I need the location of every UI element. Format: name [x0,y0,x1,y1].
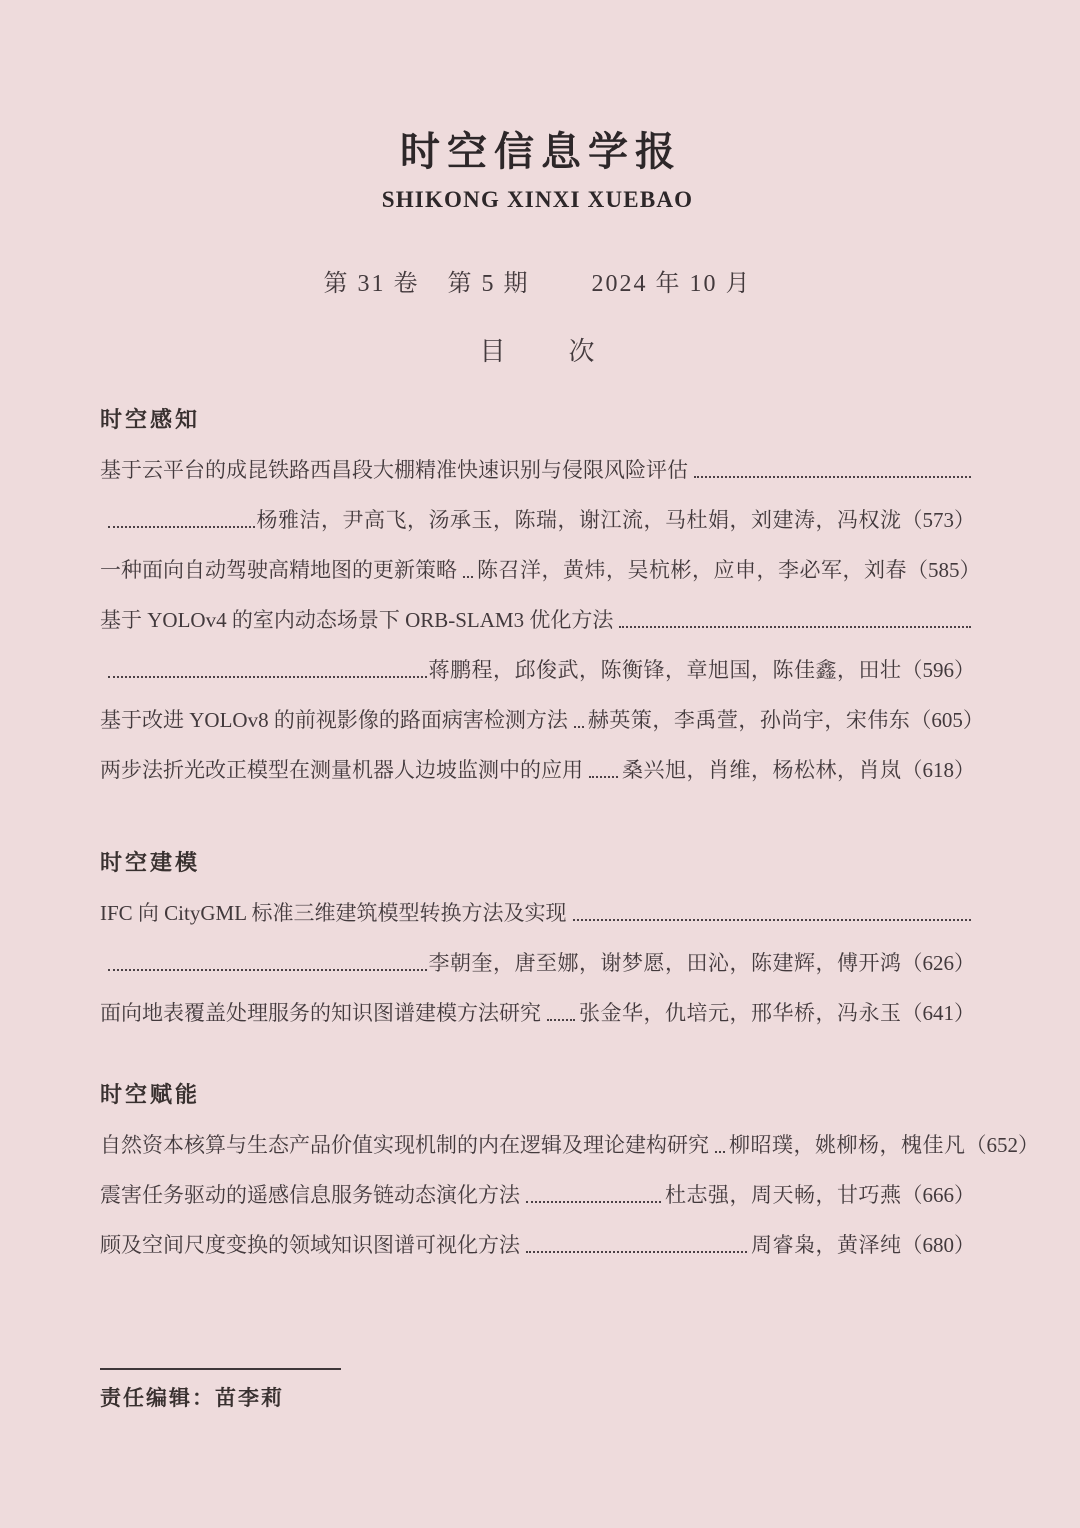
article-page-number: （626） [901,951,975,975]
toc-heading-char-1: 目 [479,337,507,366]
toc-entry-authors-row [100,938,975,988]
volume-label: 第 31 卷 [323,271,420,297]
toc-entry [100,1220,975,1270]
article-title: 震害任务驱动的遥感信息服务链动态演化方法 [100,1183,520,1207]
article-page-number: （641） [901,1001,975,1025]
toc-entry-row [100,695,984,745]
dot-leader [463,545,473,578]
article-authors: 周睿枭，黄泽纯 [751,1233,902,1257]
article-page-number: （585） [907,558,981,582]
dot-leader [589,745,618,778]
toc-entry [100,1170,975,1220]
article-authors: 李朝奎，唐至娜，谢梦愿，田沁，陈建辉，傅开鸿 [428,951,902,975]
toc-entry-row [100,545,981,595]
article-authors: 杨雅洁，尹高飞，汤承玉，陈瑞，谢江流，马杜娟，刘建涛，冯权泷 [256,508,902,532]
table-of-contents [100,395,1039,1270]
section-article-list [100,1120,1039,1270]
dot-leader [715,1120,725,1153]
toc-entry [100,695,984,745]
dot-leader [526,1220,747,1253]
toc-entry [100,445,975,545]
dot-leader [547,988,575,1021]
article-authors: 陈召洋，黄炜，吴杭彬，应申，李必军，刘春 [477,558,907,582]
article-title: 顾及空间尺度变换的领域知识图谱可视化方法 [100,1233,520,1257]
dot-leader [108,495,255,528]
article-page-number: （652） [965,1133,1039,1157]
dot-leader [694,445,971,478]
dot-leader [108,938,427,971]
volume-issue-date-line [100,263,975,298]
article-authors: 赫英策，李禹萱，孙尚宇，宋伟东 [587,708,911,732]
article-title: 基于 YOLOv4 的室内动态场景下 ORB-SLAM3 优化方法 [100,608,614,632]
toc-entry-authors-row [100,495,975,545]
article-authors: 杜志强，周天畅，甘巧燕 [665,1183,902,1207]
article-page-number: （618） [901,758,975,782]
dot-leader [574,695,584,728]
article-page-number: （596） [901,658,975,682]
article-authors: 桑兴旭，肖维，杨松林，肖岚 [622,758,902,782]
toc-entry-row [100,988,975,1038]
toc-section [100,395,984,795]
section-article-list [100,445,984,795]
article-authors: 张金华，仇培元，邢华桥，冯永玉 [579,1001,902,1025]
article-page-number: （666） [901,1183,975,1207]
article-title: 自然资本核算与生态产品价值实现机制的内在逻辑及理论建构研究 [100,1133,709,1157]
dot-leader [619,595,971,628]
toc-heading [100,331,975,368]
footer-divider [100,1368,341,1370]
toc-entry-title-row [100,888,975,938]
article-authors: 柳昭璞，姚柳杨，槐佳凡 [729,1133,966,1157]
article-title: 一种面向自动驾驶高精地图的更新策略 [100,558,457,582]
article-page-number: （680） [901,1233,975,1257]
article-title: IFC 向 CityGML 标准三维建筑模型转换方法及实现 [100,901,567,925]
toc-entry-title-row [100,595,975,645]
toc-entry [100,595,975,695]
toc-section [100,1070,1039,1270]
article-title: 两步法折光改正模型在测量机器人边坡监测中的应用 [100,758,583,782]
toc-entry-authors-row [100,645,975,695]
toc-section [100,838,975,1038]
toc-entry [100,745,975,795]
toc-entry-row [100,1120,1039,1170]
issue-label: 第 5 期 [447,271,530,297]
toc-entry [100,988,975,1038]
article-title: 基于改进 YOLOv8 的前视影像的路面病害检测方法 [100,708,568,732]
toc-entry-row [100,745,975,795]
toc-entry [100,1120,1039,1170]
managing-editor-label: 责任编辑：苗李莉 [100,1386,284,1410]
article-title: 面向地表覆盖处理服务的知识图谱建模方法研究 [100,1001,541,1025]
article-title: 基于云平台的成昆铁路西昌段大棚精准快速识别与侵限风险评估 [100,458,688,482]
toc-heading-char-2: 次 [568,337,596,366]
date-label: 2024 年 10 月 [591,271,752,297]
article-page-number: （605） [910,708,984,732]
dot-leader [526,1170,661,1203]
section-title: 时空感知 [100,407,201,432]
toc-entry [100,888,975,988]
toc-entry [100,545,981,595]
section-title: 时空建模 [100,850,201,875]
journal-title-romanized: SHIKONG XINXI XUEBAO [381,187,694,212]
section-title: 时空赋能 [100,1082,201,1107]
toc-entry-title-row [100,445,975,495]
dot-leader [573,888,972,921]
dot-leader [108,645,427,678]
toc-entry-row [100,1170,975,1220]
article-authors: 蒋鹏程，邱俊武，陈衡锋，章旭国，陈佳鑫，田壮 [428,658,902,682]
toc-entry-row [100,1220,975,1270]
page-footer [100,1368,341,1412]
article-page-number: （573） [901,508,975,532]
journal-title: 时空信息学报 [400,129,682,174]
journal-header [100,0,975,368]
section-article-list [100,888,975,1038]
